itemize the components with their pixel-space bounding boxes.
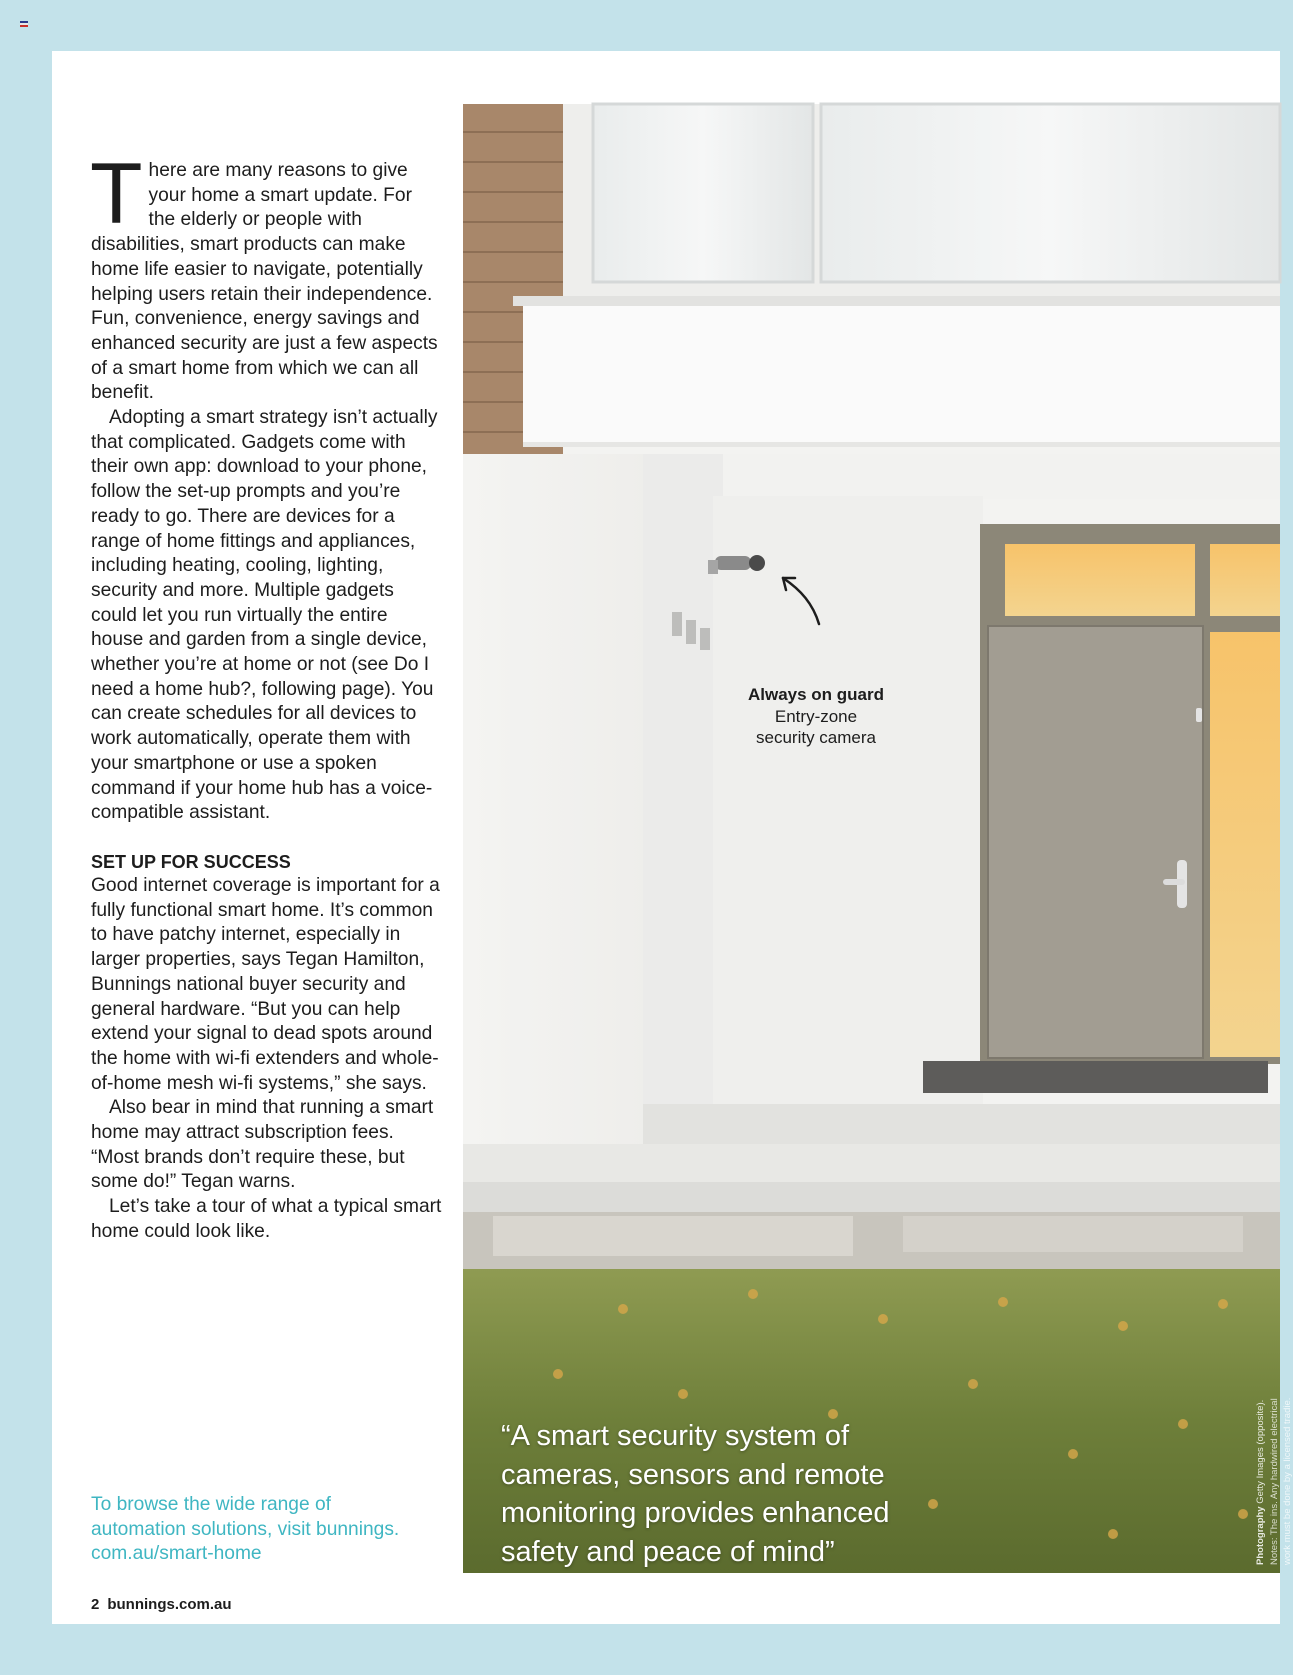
page-number: 2 <box>91 1596 100 1613</box>
pull-quote: “A smart security system of cameras, sensors and remote monitoring provides enhanced safety and peace of mind” <box>501 1420 890 1568</box>
callout-line-1: Entry-zone <box>774 706 858 726</box>
drop-cap: T <box>90 146 143 242</box>
site-name: bunnings.com.au <box>107 1596 232 1613</box>
intro-paragraph <box>90 146 443 406</box>
intro-text: here are many reasons to give your home a smart update. For the elderly or people with disabilities, smart products can make home life easier to navigate, potentially helping users retain their independence. Fun, convenience, energy savings and enhanced security are just a few aspects of a smart home from which we can all benefit. <box>91 160 438 404</box>
credit-line-1: Getty Images (opposite). <box>1255 1399 1266 1504</box>
quote-source: Grid Connect <box>501 1574 607 1594</box>
credit-line-3: work must be done by a licensed tradie. <box>1282 1397 1293 1565</box>
house-entry-photo <box>463 104 1293 1594</box>
camera-callout <box>731 684 901 749</box>
magazine-page <box>52 51 1293 1624</box>
flag-icon <box>20 21 28 27</box>
paragraph-internet-coverage: Good internet coverage is important for a fully functional smart home. It’s common to have patchy internet, especially in larger properties, says Tegan Hamilton, Bunnings national buyer security and general hardware. “But you can help extend your signal to dead spots around the home with wi-fi extenders and whole-of-home mesh wi-fi systems,” she says. <box>91 874 440 1094</box>
callout-line-2: security camera <box>756 728 876 747</box>
page-footer <box>91 1596 232 1613</box>
paragraph-tour: Let’s take a tour of what a typical smart home could look like. <box>91 1196 442 1242</box>
section-heading: SET UP FOR SUCCESS <box>91 851 291 872</box>
photo-credit <box>1254 1355 1266 1565</box>
paragraph-smart-strategy: Adopting a smart strategy isn’t actually that complicated. Gadgets come with their own app: download to your phone, follow the set-up prompts and you’re ready to go. There are devices for a range of home fittings and appliances, including heating, cooling, lighting, security and more. Multiple gadgets could let you run virtually the entire house and garden from a single device, whether you’re at home or not (see Do I need a home hub?, following page). You can create schedules for all devices to work automatically, operate them with your smartphone or use a spoken command if your home hub has a voice-compatible assistant. <box>91 407 438 824</box>
credit-line-2: Notes: The ins. Any hardwired electrical <box>1269 1398 1280 1565</box>
paragraph-subscription: Also bear in mind that running a smart home may attract subscription fees. “Most brands don’t require these, but some do!” Tegan warns. <box>91 1097 434 1193</box>
credit-label: Photography <box>1255 1506 1266 1565</box>
article-column <box>90 146 443 1245</box>
house-illustration <box>463 104 1280 1573</box>
callout-title: Always on guard <box>747 685 885 704</box>
photo-notes-2 <box>1281 1335 1293 1565</box>
photo-notes <box>1268 1335 1280 1565</box>
browse-link[interactable]: To browse the wide range of automation solutions, visit bunnings. com.au/smart-home <box>91 1494 400 1565</box>
